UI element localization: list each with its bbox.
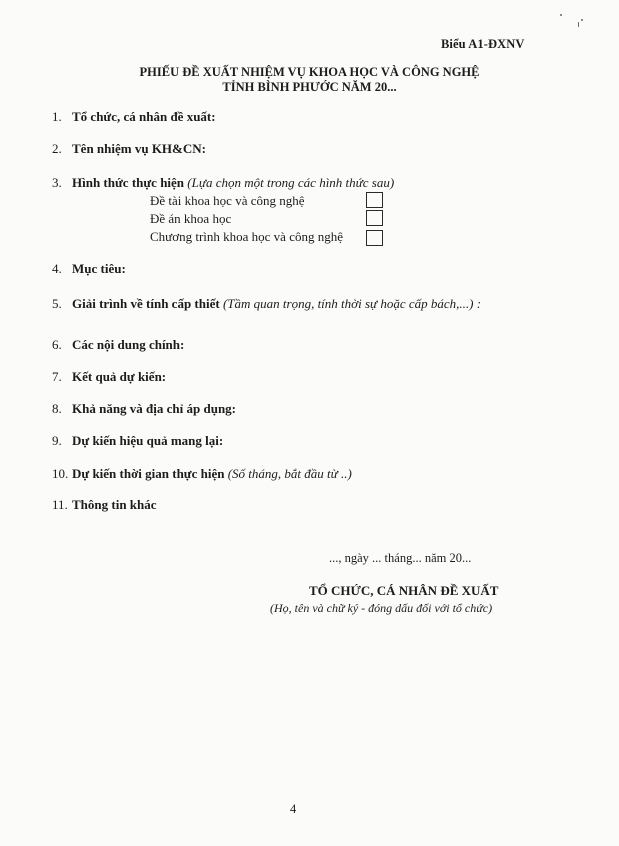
item-organization bbox=[52, 109, 216, 125]
page-number: 4 bbox=[290, 802, 297, 816]
item-number: 3. bbox=[52, 175, 62, 190]
signature-title: TỔ CHỨC, CÁ NHÂN ĐỀ XUẤT bbox=[309, 583, 499, 598]
item-label: Dự kiến hiệu quả mang lại: bbox=[72, 433, 224, 448]
option-label-science-program: Chương trình khoa học và công nghệ bbox=[150, 229, 343, 244]
item-other-info bbox=[52, 497, 157, 513]
item-number: 4. bbox=[52, 261, 62, 276]
item-applicability bbox=[52, 401, 236, 417]
item-expected-results bbox=[52, 369, 166, 385]
item-number: 10. bbox=[52, 466, 69, 481]
item-objectives bbox=[52, 261, 126, 277]
item-label: Thông tin khác bbox=[72, 497, 157, 512]
item-label: Dự kiến thời gian thực hiện bbox=[72, 466, 225, 481]
item-label: Mục tiêu: bbox=[72, 261, 126, 276]
checkbox-research-topic[interactable] bbox=[366, 192, 383, 208]
item-hint: (Tầm quan trọng, tính thời sự hoặc cấp bách,...) : bbox=[219, 296, 482, 311]
item-label: Tổ chức, cá nhân đề xuất: bbox=[72, 109, 216, 124]
form-code: Biểu A1-ĐXNV bbox=[441, 37, 525, 51]
item-number: 7. bbox=[52, 369, 62, 384]
title-line-1: PHIẾU ĐỀ XUẤT NHIỆM VỤ KHOA HỌC VÀ CÔNG NGHỆ bbox=[139, 65, 480, 79]
item-task-name bbox=[52, 141, 206, 157]
checkbox-science-project[interactable] bbox=[366, 210, 383, 226]
signature-note: (Họ, tên và chữ ký - đóng dấu đối với tổ chức) bbox=[270, 601, 493, 615]
item-number: 1. bbox=[52, 109, 62, 124]
item-urgency bbox=[52, 296, 481, 312]
item-implementation-form bbox=[52, 175, 394, 191]
item-number: 6. bbox=[52, 337, 62, 352]
item-number: 2. bbox=[52, 141, 62, 156]
checkbox-science-program[interactable] bbox=[366, 230, 383, 246]
item-number: 5. bbox=[52, 296, 62, 311]
item-number: 11. bbox=[52, 497, 68, 512]
item-label: Hình thức thực hiện bbox=[72, 175, 185, 190]
item-hint: (Số tháng, bắt đầu từ ..) bbox=[224, 466, 352, 481]
item-duration bbox=[52, 466, 352, 482]
title-line-2: TỈNH BÌNH PHƯỚC NĂM 20... bbox=[222, 80, 397, 94]
option-label-science-project: Đề án khoa học bbox=[150, 211, 232, 226]
item-hint: (Lựa chọn một trong các hình thức sau) bbox=[184, 175, 395, 190]
item-expected-effects bbox=[52, 433, 223, 449]
item-number: 8. bbox=[52, 401, 62, 416]
document-title bbox=[0, 65, 619, 95]
option-label-research-topic: Đề tài khoa học và công nghệ bbox=[150, 193, 305, 208]
item-main-contents bbox=[52, 337, 184, 353]
item-label: Giải trình về tính cấp thiết bbox=[72, 296, 220, 311]
item-label: Tên nhiệm vụ KH&CN: bbox=[72, 141, 206, 156]
item-number: 9. bbox=[52, 433, 62, 448]
item-label: Kết quả dự kiến: bbox=[72, 369, 167, 384]
item-label: Khả năng và địa chỉ áp dụng: bbox=[72, 401, 237, 416]
item-label: Các nội dung chính: bbox=[72, 337, 185, 352]
date-line: ..., ngày ... tháng... năm 20... bbox=[329, 551, 472, 565]
